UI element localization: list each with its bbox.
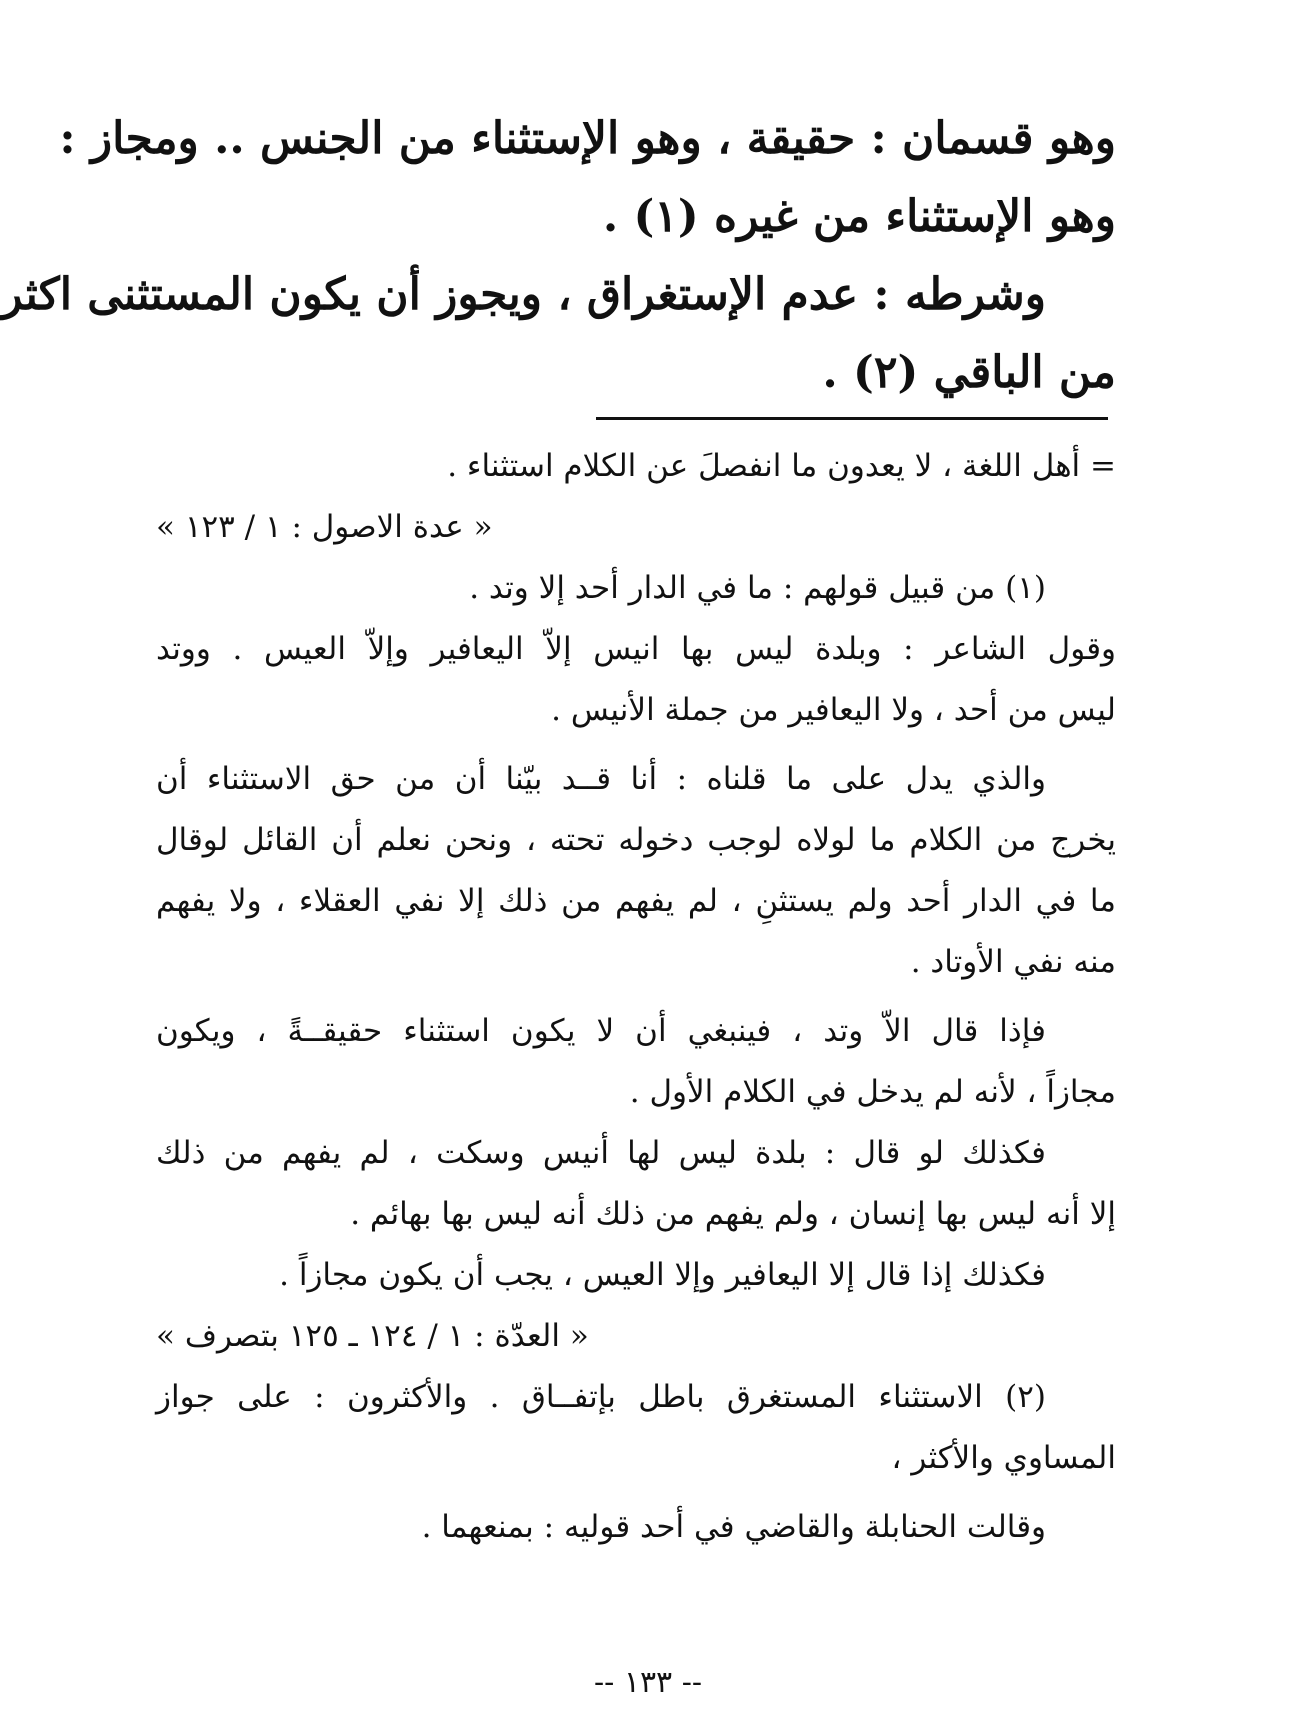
footnote-line: فكذلك لو قال : بلدة ليس لها أنيس وسكت ، لم يفهم من ذلك [156,1135,1046,1171]
footnote-citation: « عدة الاصول : ١ / ١٢٣ » [156,509,493,545]
footnote-line: = أهل اللغة ، لا يعدون ما انفصلَ عن الكلام استثناء . [447,448,1116,484]
main-line-4: من الباقي (٢) . [822,347,1116,398]
footnote-line: منه نفي الأوتاد . [910,944,1116,980]
main-line-1: وهو قسمان : حقيقة ، وهو الإستثناء من الجنس .. ومجاز : [59,113,1116,164]
footnote-line: (٢) الاستثناء المستغرق باطل بإتفــاق . والأكثرون : على جواز [156,1379,1046,1415]
footnote-line: المساوي والأكثر ، [891,1440,1116,1476]
page-number: -- ١٣٣ -- [594,1665,702,1700]
footnote-divider [596,417,1108,420]
footnotes [156,436,1116,1558]
footnote-citation: « العدّة : ١ / ١٢٤ ـ ١٢٥ بتصرف » [156,1318,589,1354]
footnote-line: ليس من أحد ، ولا اليعافير من جملة الأنيس . [551,692,1116,728]
footnote-line: (١) من قبيل قولهم : ما في الدار أحد إلا وتد . [469,570,1046,606]
main-text [1,100,1116,412]
footnote-line: فكذلك إذا قال إلا اليعافير وإلا العيس ، يجب أن يكون مجازاً . [279,1257,1046,1293]
footnote-line: وقول الشاعر : وبلدة ليس بها انيس إلاّ اليعافير وإلاّ العيس . ووتد [156,631,1116,667]
footnote-line: مجازاً ، لأنه لم يدخل في الكلام الأول . [629,1074,1116,1110]
footnote-line: يخرج من الكلام ما لولاه لوجب دخوله تحته ، ونحن نعلم أن القائل لوقال [156,822,1116,858]
footnote-line: إلا أنه ليس بها إنسان ، ولم يفهم من ذلك أنه ليس بها بهائم . [350,1196,1116,1232]
footnote-line: فإذا قال الاّ وتد ، فينبغي أن لا يكون استثناء حقيقــةً ، ويكون [156,1013,1046,1049]
footnote-line: وقالت الحنابلة والقاضي في أحد قوليه : بمنعهما . [421,1509,1046,1545]
main-line-3: وشرطه : عدم الإستغراق ، ويجوز أن يكون المستثنى اكثر [1,269,1046,320]
main-line-2: وهو الإستثناء من غيره (١) . [602,191,1116,242]
footnote-line: والذي يدل على ما قلناه : أنا قــد بيّنا أن من حق الاستثناء أن [156,761,1046,797]
footnote-line: ما في الدار أحد ولم يستثنِ ، لم يفهم من ذلك إلا نفي العقلاء ، ولا يفهم [156,883,1116,919]
